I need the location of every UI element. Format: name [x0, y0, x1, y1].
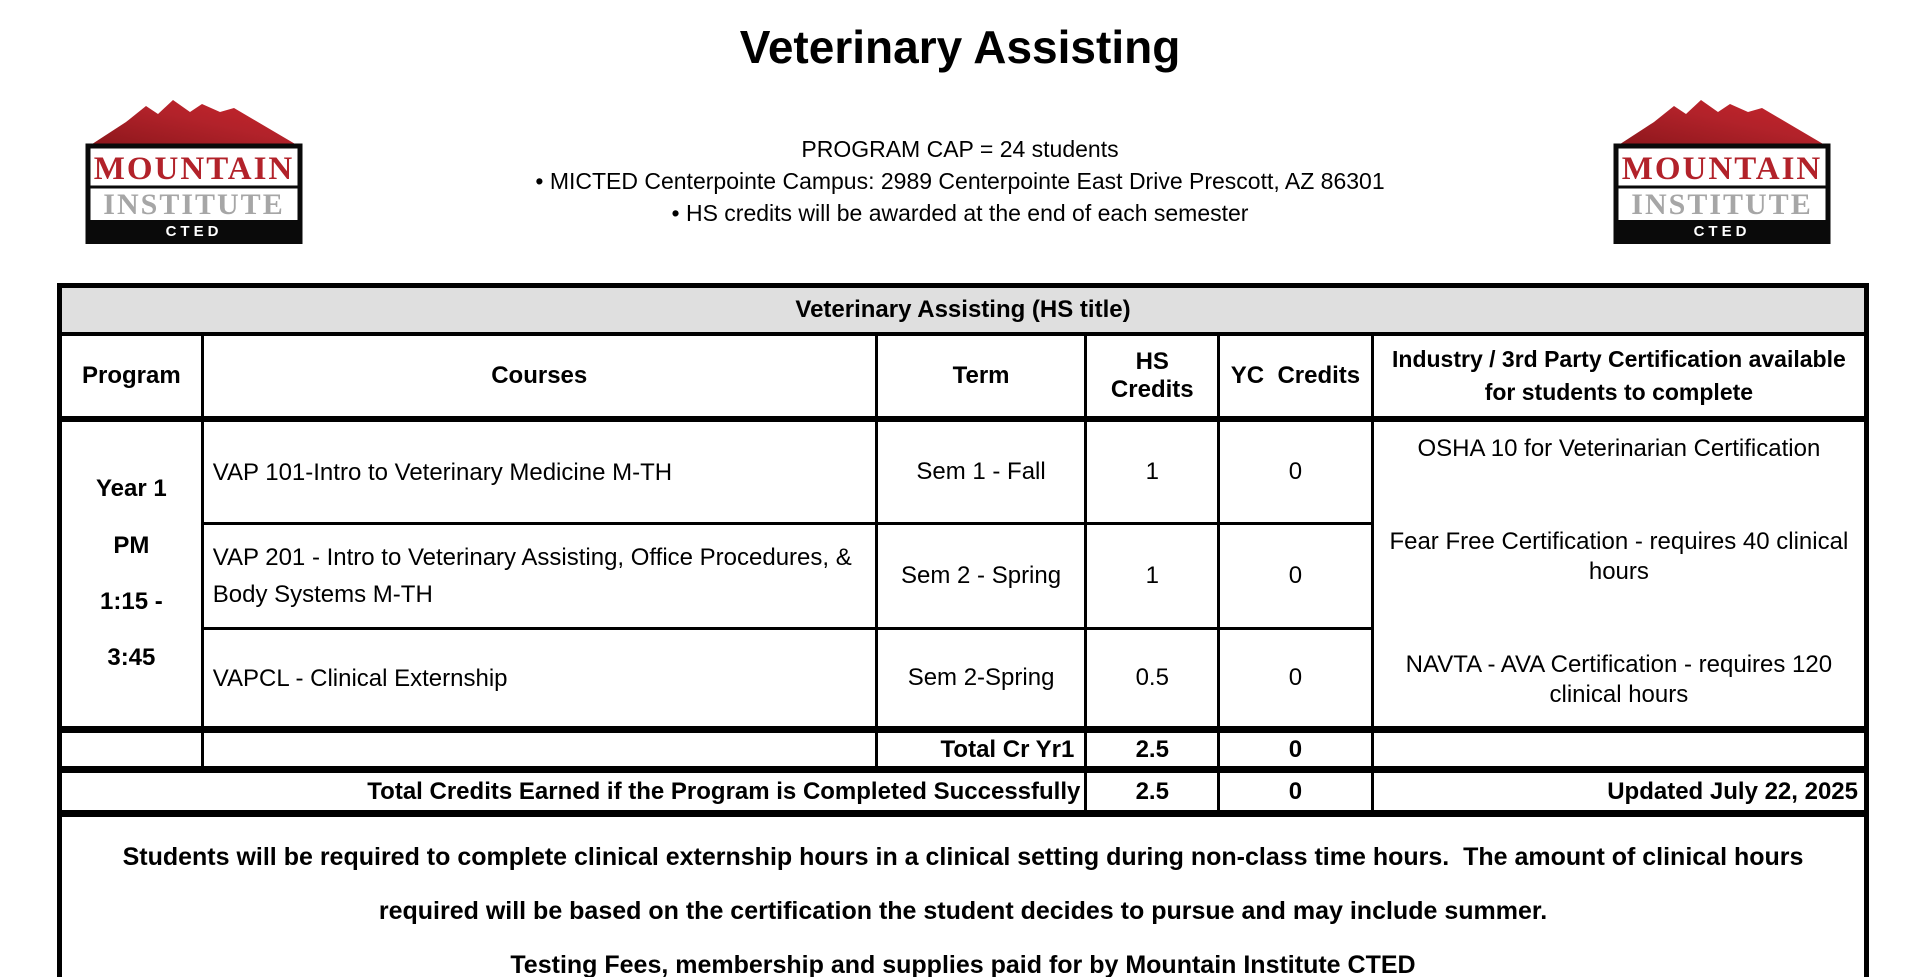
- program-line-time-start: 1:15 -: [100, 588, 163, 615]
- hs-credits-cell: 1: [1086, 419, 1219, 524]
- course-cell: VAP 101-Intro to Veterinary Medicine M-TH: [202, 419, 876, 524]
- col-header-term: Term: [876, 334, 1086, 419]
- logo-text-cted: CTED: [1693, 223, 1751, 240]
- empty-program-cell: [60, 730, 203, 770]
- info-line-credits: • HS credits will be awarded at the end of each semester: [671, 200, 1249, 227]
- logo-text-cted: CTED: [165, 223, 223, 240]
- logo-text-mountain: MOUNTAIN: [93, 151, 295, 187]
- total-yr1-hs-credits: 2.5: [1086, 730, 1219, 770]
- course-row-1: [60, 419, 1867, 524]
- total-program-row: [60, 770, 1867, 814]
- logo-text-mountain: MOUNTAIN: [1621, 151, 1823, 187]
- empty-certifications-cell: [1372, 730, 1866, 770]
- certifications-list: [1380, 422, 1858, 726]
- program-line-time-end: 3:45: [107, 644, 156, 672]
- program-table: [57, 283, 1869, 977]
- term-cell: Sem 2-Spring: [876, 629, 1086, 730]
- col-header-yc-credits: YC Credits: [1219, 334, 1373, 419]
- total-program-yc-credits: 0: [1219, 770, 1373, 814]
- course-cell: VAP 201 - Intro to Veterinary Assisting, Office Procedures, & Body Systems M-TH: [202, 524, 876, 629]
- cert-item-navta: NAVTA - AVA Certification - requires 120 clinical hours: [1405, 651, 1833, 708]
- certifications-cell: [1372, 419, 1866, 730]
- yc-credits-cell: 0: [1219, 524, 1373, 629]
- program-cell: [60, 419, 203, 730]
- info-line-campus: • MICTED Centerpointe Campus: 2989 Centerpointe East Drive Prescott, AZ 86301: [535, 168, 1385, 195]
- total-year1-row: [60, 730, 1867, 770]
- program-line-year: Year 1: [96, 475, 167, 503]
- cert-item-fear-free: Fear Free Certification - requires 40 clinical hours: [1389, 528, 1849, 585]
- program-info: [0, 133, 1920, 230]
- table-header-row: [60, 334, 1867, 419]
- notes-row: [60, 814, 1867, 977]
- hs-credits-cell: 1: [1086, 524, 1219, 629]
- total-yr1-label: Total Cr Yr1: [876, 730, 1086, 770]
- logo-text-institute: INSTITUTE: [103, 188, 285, 221]
- empty-courses-cell: [202, 730, 876, 770]
- total-program-hs-credits: 2.5: [1086, 770, 1219, 814]
- col-header-program: Program: [60, 334, 203, 419]
- hs-credits-cell: 0.5: [1086, 629, 1219, 730]
- col-header-courses: Courses: [202, 334, 876, 419]
- note-clinical-hours: Students will be required to complete clinical externship hours in a clinical setting during non-class time hours. The amount of clinical hours required will be based on the certification the student decides to pursue and may include summer.: [122, 843, 1811, 925]
- term-cell: Sem 2 - Spring: [876, 524, 1086, 629]
- table-title-row: [60, 286, 1867, 335]
- cert-item-osha: OSHA 10 for Veterinarian Certification: [1417, 435, 1821, 462]
- note-testing-fees: Testing Fees, membership and supplies paid for by Mountain Institute CTED: [510, 950, 1416, 977]
- yc-credits-cell: 0: [1219, 419, 1373, 524]
- term-cell: Sem 1 - Fall: [876, 419, 1086, 524]
- logo-text-institute: INSTITUTE: [1631, 188, 1813, 221]
- total-program-label: Total Credits Earned if the Program is Completed Successfully: [60, 770, 1086, 814]
- info-line-cap: PROGRAM CAP = 24 students: [801, 136, 1119, 162]
- table-title: Veterinary Assisting (HS title): [60, 286, 1867, 335]
- total-yr1-yc-credits: 0: [1219, 730, 1373, 770]
- yc-credits-cell: 0: [1219, 629, 1373, 730]
- course-cell: VAPCL - Clinical Externship: [202, 629, 876, 730]
- notes-cell: [60, 814, 1867, 977]
- page-title: Veterinary Assisting: [739, 21, 1181, 73]
- col-header-hs-credits: HS Credits: [1086, 334, 1219, 419]
- program-line-session: PM: [113, 531, 150, 559]
- updated-date: Updated July 22, 2025: [1372, 770, 1866, 814]
- col-header-industry-certification: Industry / 3rd Party Certification available for students to complete: [1372, 334, 1866, 419]
